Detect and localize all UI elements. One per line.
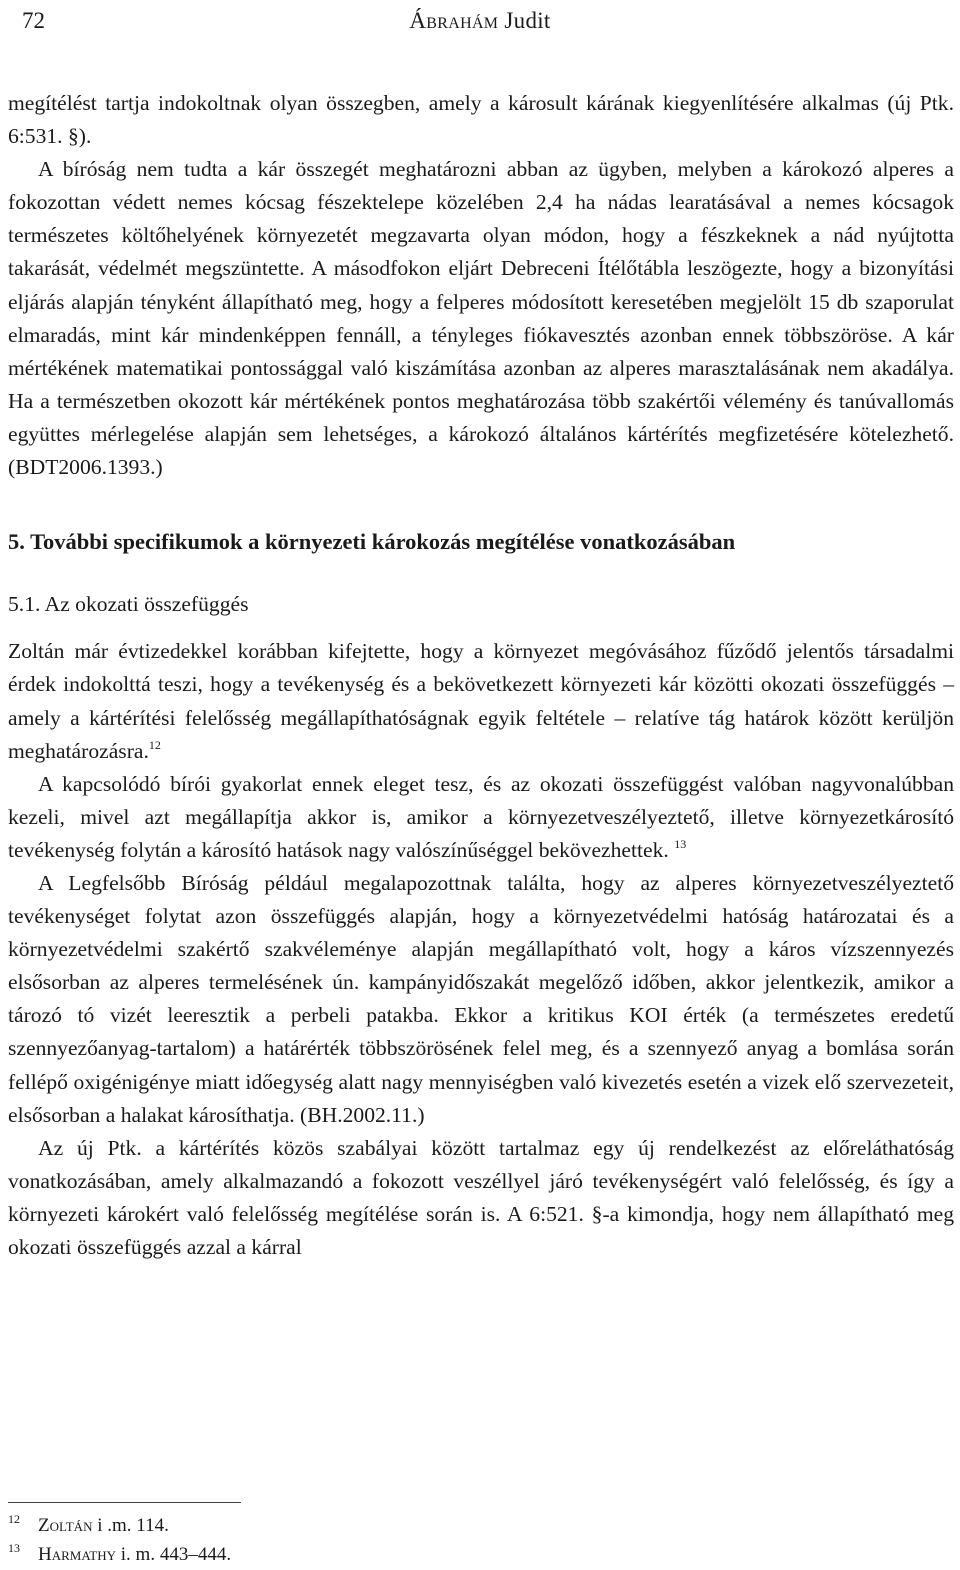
footnote-author: Harmathy (38, 1544, 117, 1565)
paragraph-new-civil-code: Az új Ptk. a kártérítés közös szabályai között tartalmaz egy új rendelkezést az előreláthatóság vonatkozásában, amely alkalmazandó a fokozott veszéllyel járó tevékenységért való felelősség, és így a környezeti károkért való felelősség megítélése során is. A 6:521. §-a kimondja, hogy nem állapítható meg okozati összefüggés azzal a kárral (8, 1135, 954, 1259)
footnote-12 (8, 1512, 608, 1541)
body-text (8, 87, 954, 1264)
paragraph-judicial-practice-text: A kapcsolódó bírói gyakorlat ennek eleget tesz, és az okozati összefüggést valóban nagyvonalúbban kezeli, mivel azt megállapítja akkor is, amikor a környezetveszélyeztető, illetve környezetkárosító tevékenység folytán a károsító hatások nagy valószínűséggel bekövezhettek. (8, 771, 954, 862)
footnote-citation: i .m. 114. (97, 1515, 169, 1536)
running-head (8, 8, 952, 34)
paragraph-court-case-kocsag: A bíróság nem tudta a kár összegét meghatározni abban az ügyben, melyben a károkozó alperes a fokozottan védett nemes kócsag fészektelepe közelében 2,4 ha nádas learatásával a nemes kócsagok természetes költőhelyének környezetét megzavarta olyan módon, hogy a fészkeknek a nád nyújtotta takarását, védelmét megszüntette. A másodfokon eljárt Debreceni Ítélőtábla leszögezte, hogy a bizonyítási eljárás alapján tényként állapítható meg, hogy a felperes módosított keresetében megjelölt 15 db szaporulat elmaradás, mint kár mindenképpen fennáll, a tényleges fiókavesztés azonban ennek többszöröse. A kár mértékének matematikai pontossággal való kiszámítása azonban az alperes marasztalásának nem akadálya. Ha a természetben okozott kár mértékének pontos meghatározása több szakértői vélemény és tanúvallomás együttes mérlegelése alapján sem lehetséges, a károkozó általános kártérítés megfizetésére kötelezhető. (BDT2006.1393.) (8, 157, 954, 480)
paragraph-zoltan (8, 635, 954, 767)
footnotes (8, 1512, 608, 1570)
page-header (8, 4, 952, 40)
footnote-text (38, 1544, 231, 1566)
footnote-ref-13[interactable]: 13 (674, 836, 687, 851)
footnote-text (38, 1515, 169, 1537)
paragraph-judicial-practice (8, 768, 954, 867)
paragraph-zoltan-text: Zoltán már évtizedekkel korábban kifejtette, hogy a környezet megóvásához fűződő jelentős társadalmi érdek indokolttá teszi, hogy a tevékenység és a bekövetkezett környezeti kár közötti okozati összefüggés – amely a kártérítési felelősség megállapíthatóságnak egyik feltétele – relatíve tág határok között kerüljön meghatározásra. (8, 639, 954, 763)
footnote-separator (8, 1502, 241, 1503)
running-head-surname: Ábrahám (409, 8, 499, 33)
subsection-heading: 5.1. Az okozati összefüggés (8, 592, 249, 617)
page-number: 72 (22, 8, 45, 33)
running-head-given-name: Judit (504, 8, 551, 33)
paragraph-continued: megítélést tartja indokoltnak olyan összegben, amely a károsult kárának kiegyenlítésére alkalmas (új Ptk. 6:531. §). (8, 91, 954, 149)
paragraph-supreme-court: A Legfelsőbb Bíróság például megalapozottnak találta, hogy az alperes környezetveszélyeztető tevékenységet folytat azon összefüggés alapján, hogy a környezetvédelmi hatóság határozatai és a környezetvédelmi szakértő szakvéleménye alapján megállapítható volt, hogy a káros vízszennyezés elsősorban az alperes termelésének ún. kampányidőszakát megelőző időben, akkor jelentkezik, amikor a tározó tó vizét leeresztik a perbeli patakba. Ekkor a kritikus KOI érték (a természetes eredetű szennyezőanyag-tartalom) a határérték többszörösének felel meg, és a szennyező anyag a bomlása során fellépő oxigénigénye miatt időegység alatt nagy mennyiségben való kivezetés esetén a vizek elő szervezeteit, elsősorban a halakat károsíthatja. (BH.2002.11.) (8, 870, 954, 1127)
footnote-number: 13 (8, 1541, 20, 1555)
section-heading: 5. További specifikumok a környezeti károkozás megítélése vonatkozásában (8, 529, 736, 555)
footnote-13 (8, 1541, 608, 1570)
footnote-ref-12[interactable]: 12 (148, 737, 161, 752)
footnote-number: 12 (8, 1512, 20, 1526)
footnote-author: Zoltán (38, 1515, 93, 1536)
footnote-citation: i. m. 443–444. (120, 1544, 232, 1565)
